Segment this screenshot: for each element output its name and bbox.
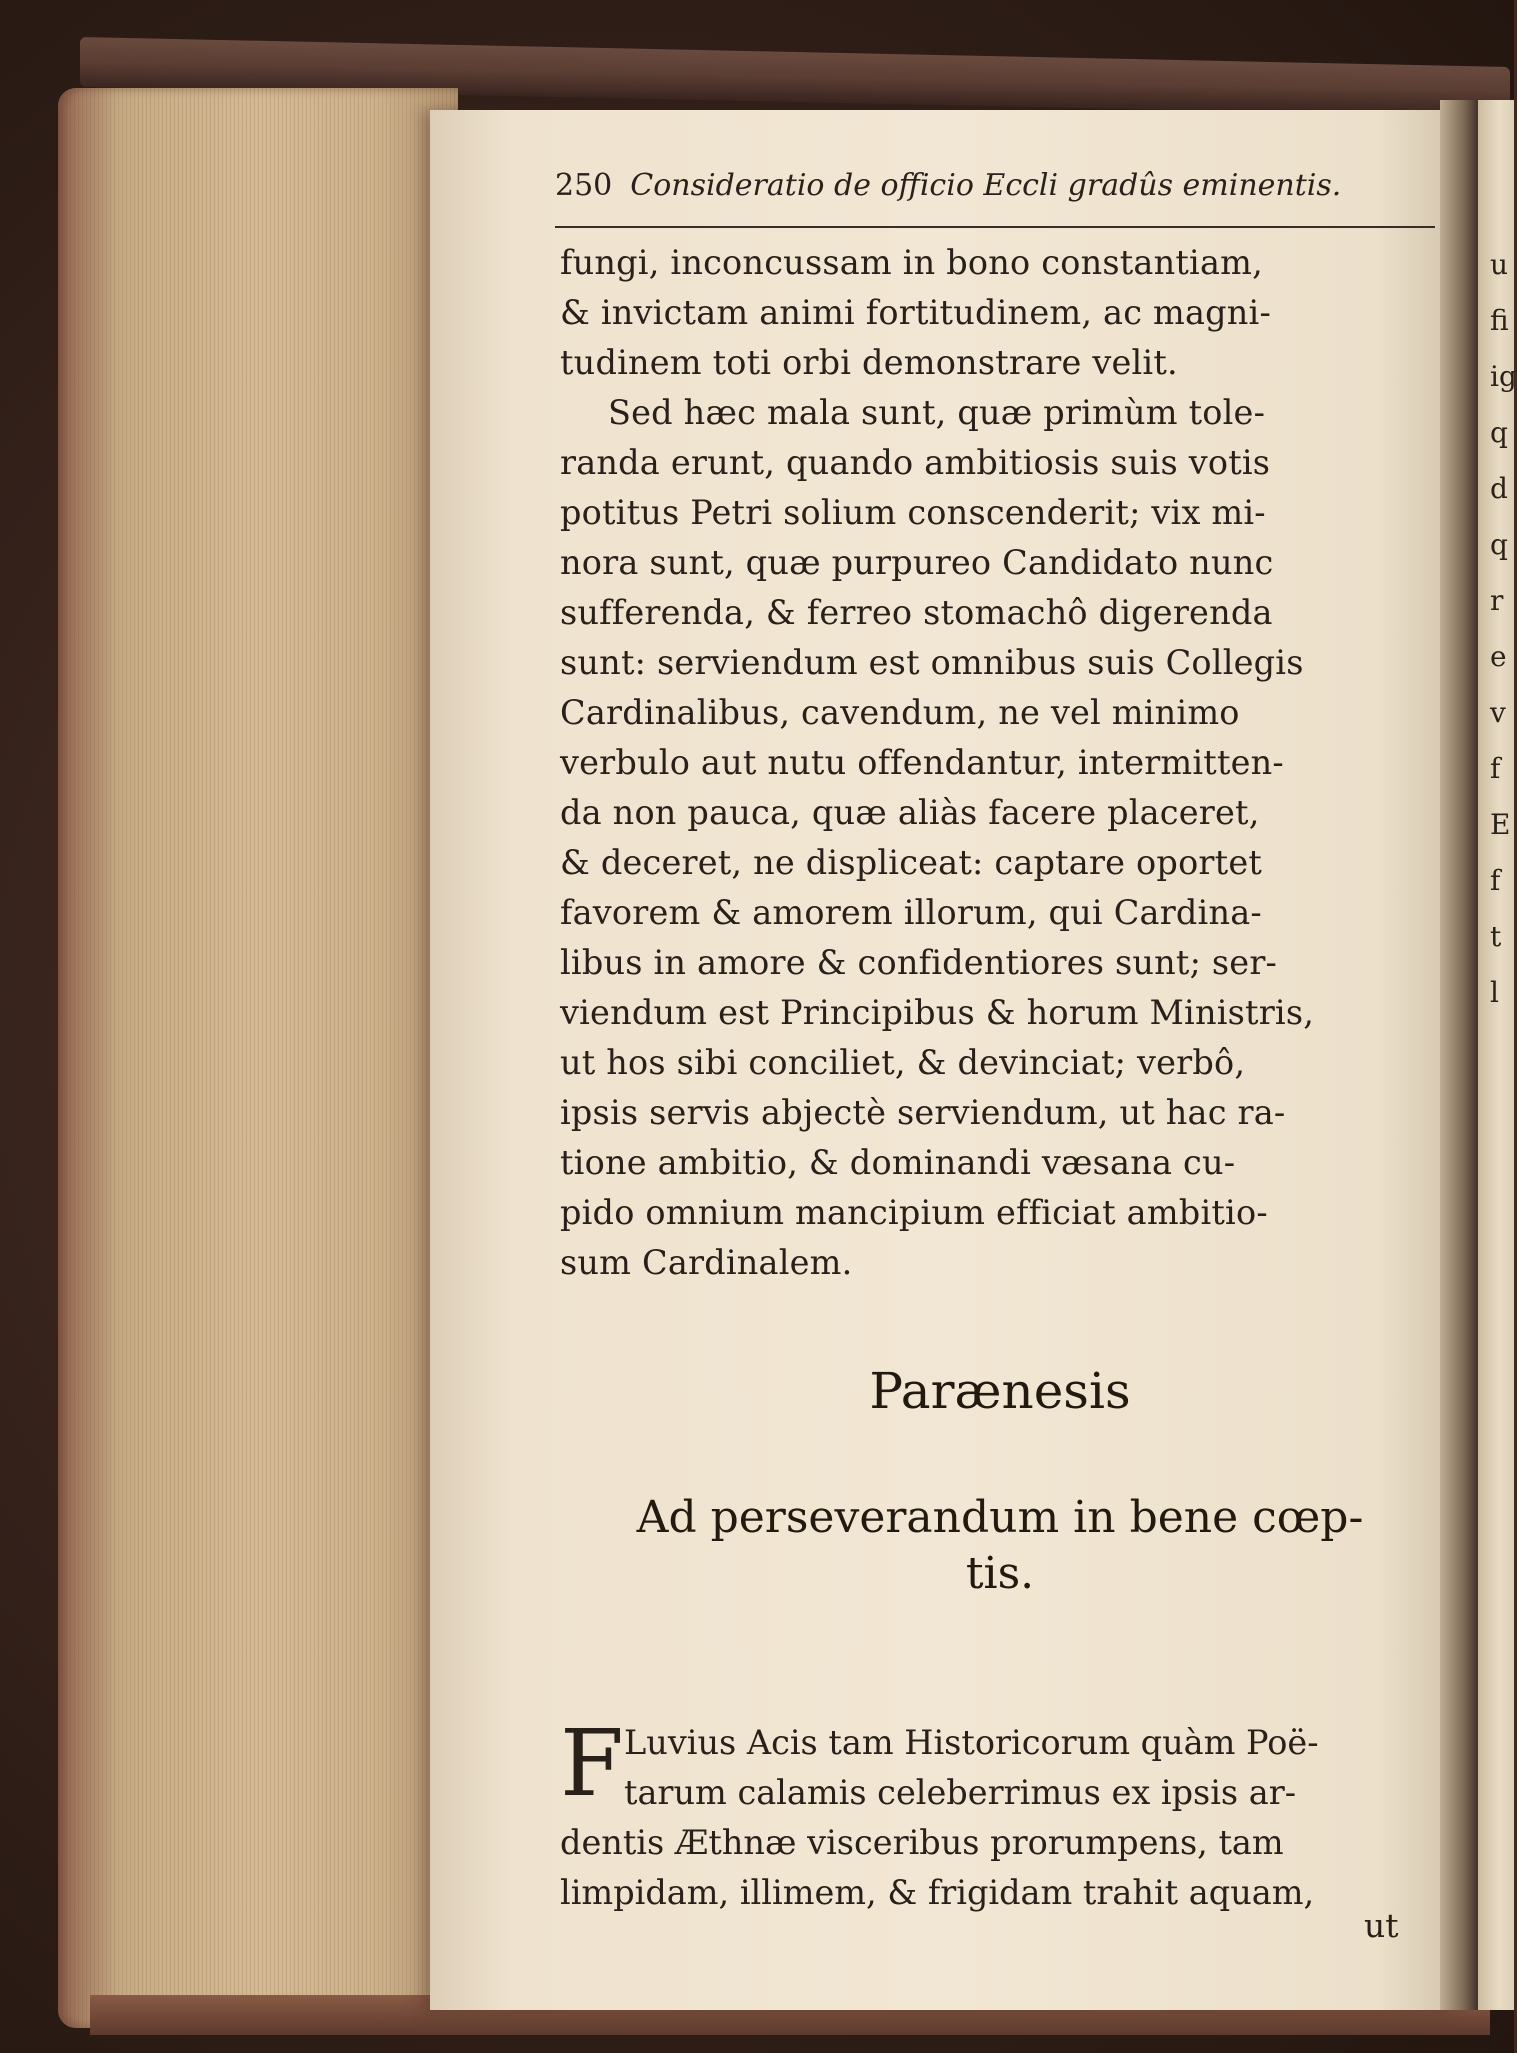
running-head-rule <box>555 226 1435 228</box>
facing-page-fragment: v <box>1490 696 1506 729</box>
text-line: potitus Petri solium conscenderit; vix mi- <box>560 493 1266 532</box>
body-text <box>560 238 1440 1288</box>
facing-page <box>1478 100 1517 2010</box>
text-line: tione ambitio, & dominandi væsana cu- <box>560 1143 1236 1182</box>
text-line: Luvius Acis tam Historicorum quàm Poë- <box>624 1723 1319 1762</box>
text-line: limpidam, illimem, & frigidam trahit aquam, <box>560 1873 1315 1912</box>
text-line: da non pauca, quæ aliàs facere placeret, <box>560 793 1260 832</box>
facing-page-fragment: r <box>1490 584 1504 617</box>
page-block-fore-edge <box>58 88 458 2028</box>
subheading-line: tis. <box>965 1548 1035 1599</box>
running-head <box>555 168 1435 203</box>
text-line: tarum calamis celeberrimus ex ipsis ar- <box>624 1773 1297 1812</box>
paragraph <box>560 1710 1440 1918</box>
text-line: libus in amore & confidentiores sunt; ser- <box>560 943 1278 982</box>
facing-page-fragment: l <box>1490 976 1499 1009</box>
text-line: pido omnium mancipium efficiat ambitio- <box>560 1193 1268 1232</box>
text-line: dentis Æthnæ visceribus prorumpens, tam <box>560 1823 1284 1862</box>
facing-page-fragment: f <box>1490 864 1501 897</box>
facing-page-fragment: u <box>1490 248 1509 281</box>
section-heading: Parænesis <box>869 1362 1131 1420</box>
section-subheading <box>560 1490 1440 1602</box>
text-line: ipsis servis abjectè serviendum, ut hac ra- <box>560 1093 1286 1132</box>
text-line: fungi, inconcussam in bono constantiam, <box>560 243 1263 282</box>
facing-page-fragment: q <box>1490 528 1508 561</box>
text-line: Cardinalibus, cavendum, ne vel minimo <box>560 693 1240 732</box>
page-block-shade <box>58 88 118 2028</box>
text-line: sum Cardinalem. <box>560 1243 853 1282</box>
text-line: sufferenda, & ferreo stomachô digerenda <box>560 593 1273 632</box>
text-line: favorem & amorem illorum, qui Cardina- <box>560 893 1262 932</box>
text-line: viendum est Principibus & horum Ministris, <box>560 993 1315 1032</box>
text-line: sunt: serviendum est omnibus suis Collegis <box>560 643 1304 682</box>
facing-page-fragment: e <box>1490 640 1507 673</box>
text-line: & invictam animi fortitudinem, ac magni- <box>560 293 1271 332</box>
page-number: 250 <box>555 168 613 203</box>
text-line: verbulo aut nutu offendantur, intermitten- <box>560 743 1284 782</box>
drop-capital: F <box>560 1710 624 1817</box>
text-line: Sed hæc mala sunt, quæ primùm tole- <box>608 393 1266 432</box>
text-line: nora sunt, quæ purpureo Candidato nunc <box>560 543 1274 582</box>
subheading-line: Ad perseverandum in bene cœp- <box>636 1492 1364 1543</box>
running-head-title: Consideratio de officio Eccli gradûs eminentis. <box>630 168 1342 203</box>
facing-page-fragment: E <box>1490 808 1511 841</box>
text-line: ut hos sibi conciliet, & devinciat; verbô, <box>560 1043 1246 1082</box>
book-gutter <box>1440 100 1480 2010</box>
text-line: & deceret, ne displiceat: captare oportet <box>560 843 1262 882</box>
text-line: tudinem toti orbi demonstrare velit. <box>560 343 1178 382</box>
facing-page-fragment: t <box>1490 920 1502 953</box>
facing-page-fragment: q <box>1490 416 1508 449</box>
facing-page-fragment: fi <box>1490 304 1509 337</box>
facing-page-fragment: ig <box>1490 360 1517 393</box>
facing-page-fragment: d <box>1490 472 1508 505</box>
facing-page-fragment: f <box>1490 752 1501 785</box>
text-line: randa erunt, quando ambitiosis suis votis <box>560 443 1271 482</box>
catchword: ut <box>1364 1906 1399 1945</box>
